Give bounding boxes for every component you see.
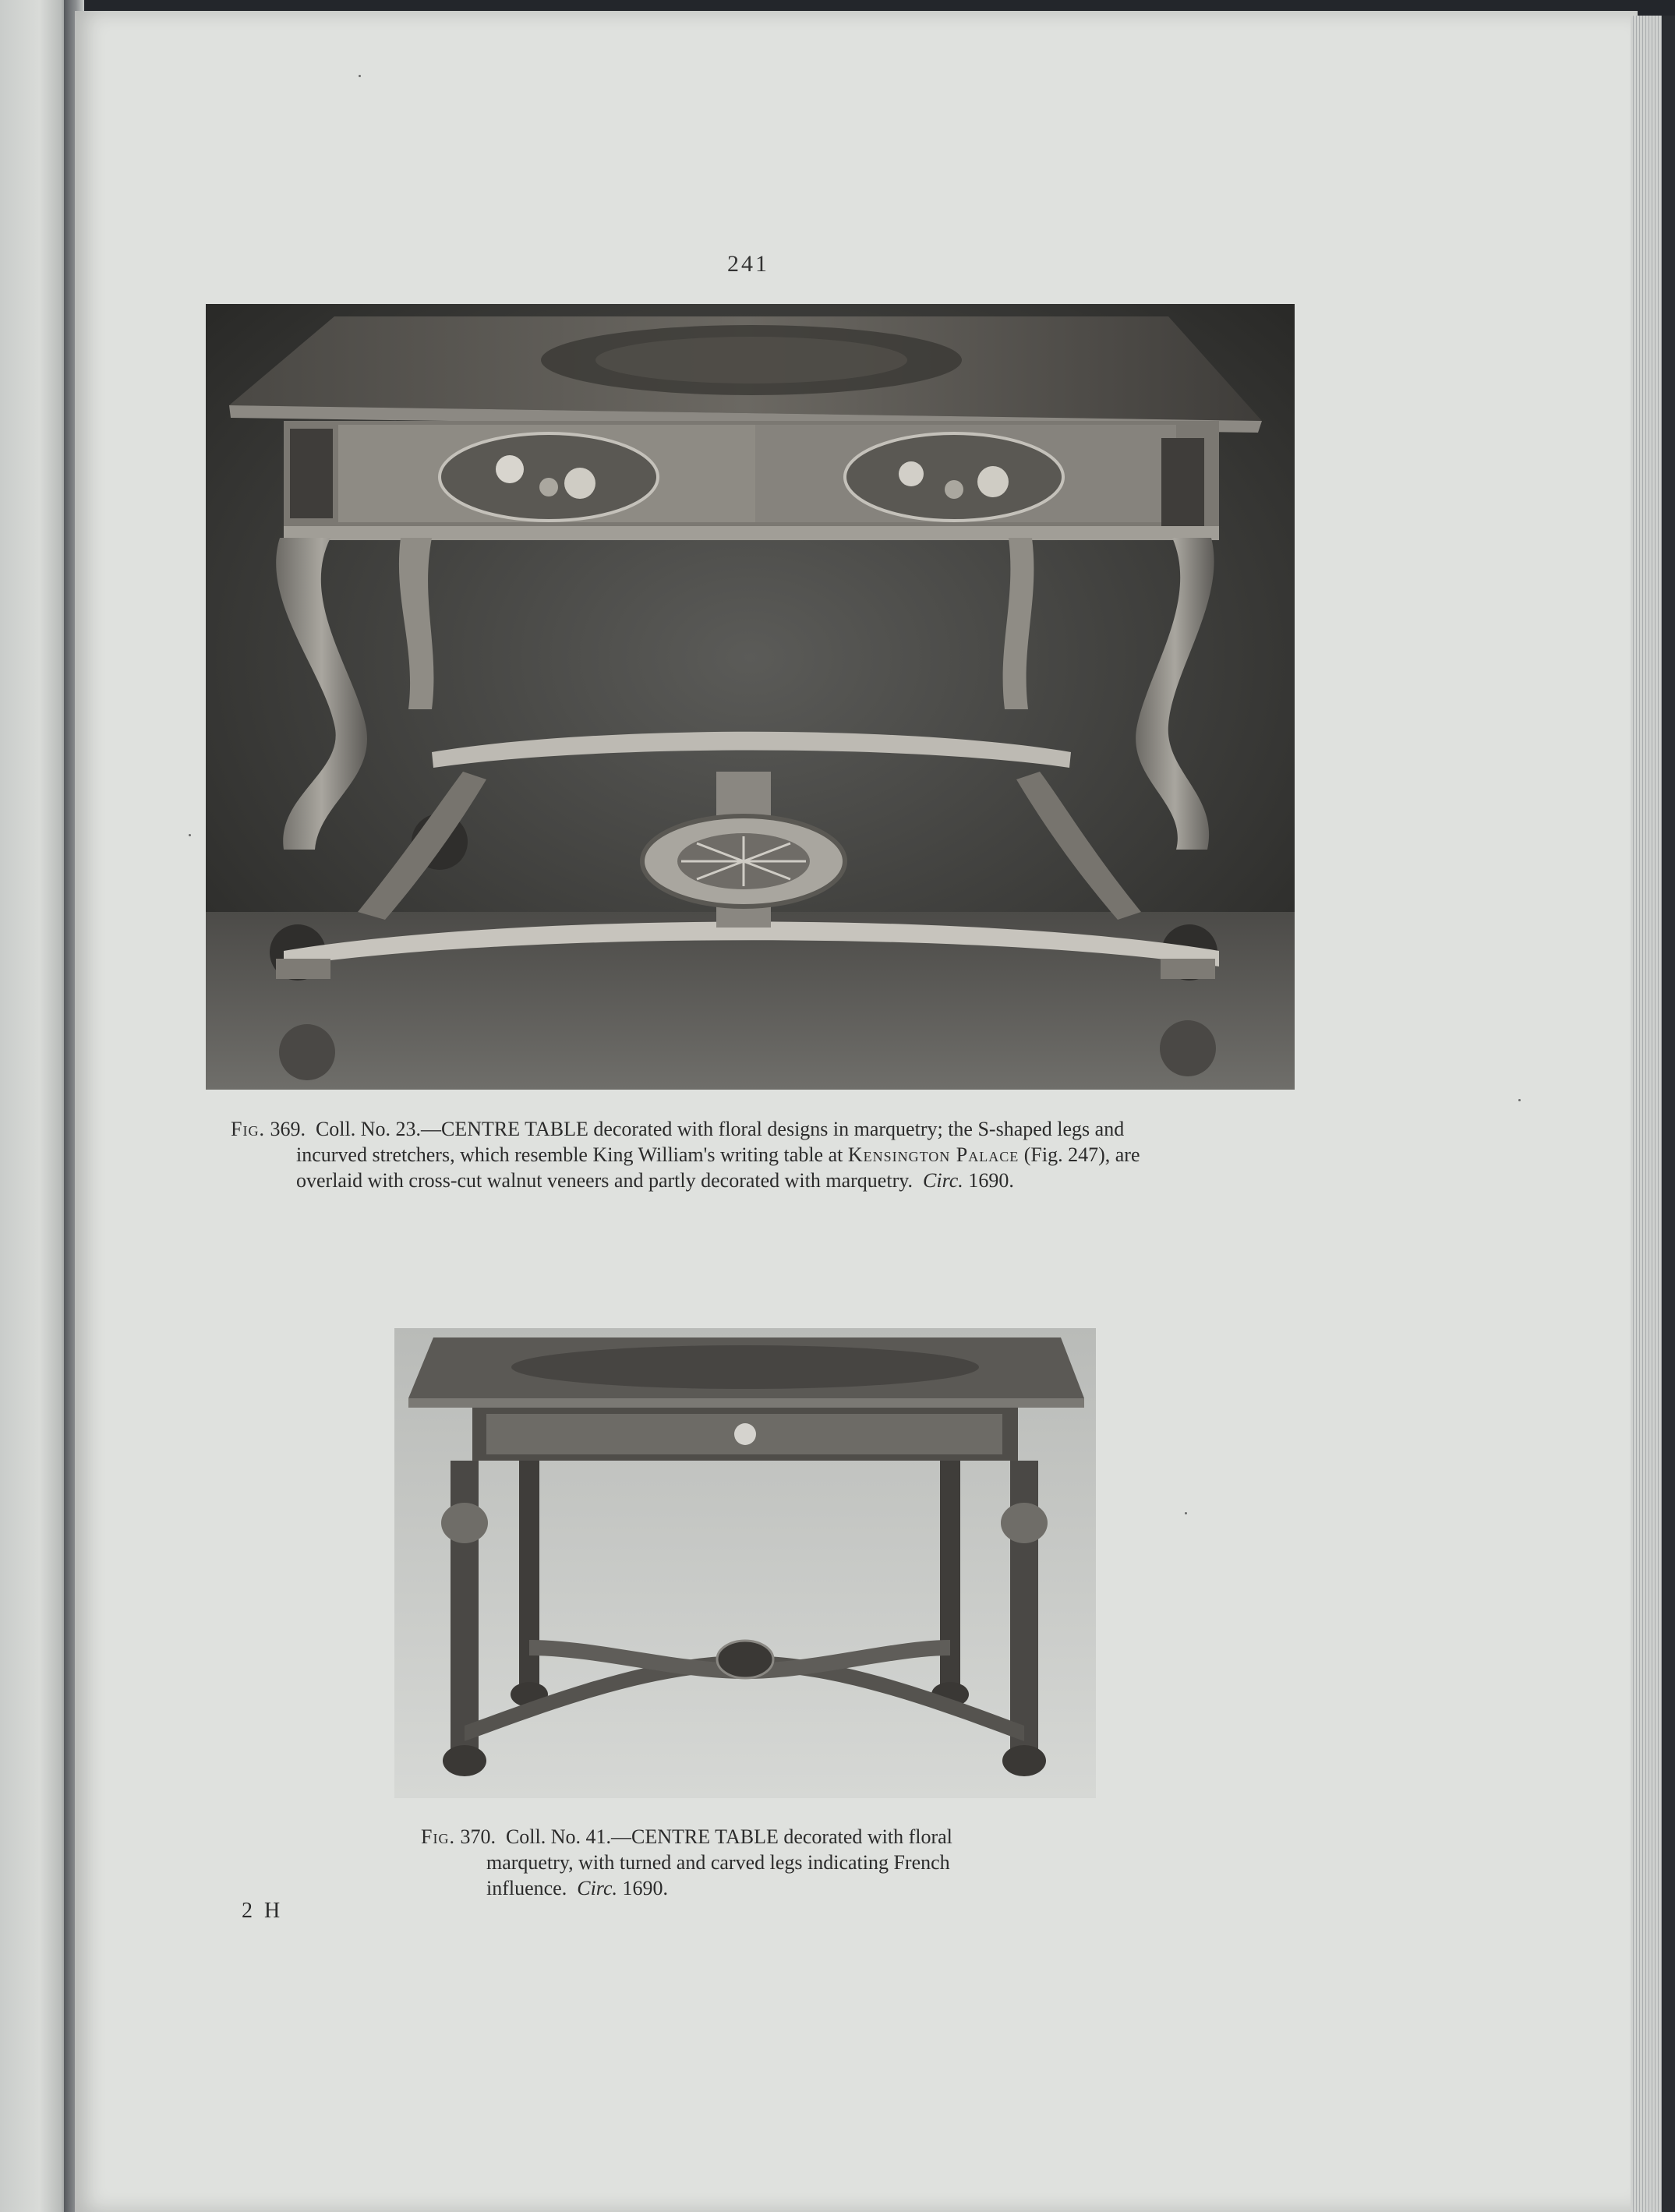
page-block-edges	[1631, 16, 1662, 2212]
place-name: Kensington Palace	[847, 1143, 1019, 1166]
paper-speck	[359, 75, 361, 77]
paper-speck	[1185, 1512, 1187, 1514]
circa-year: 1690.	[622, 1877, 668, 1899]
fig-number: 369.	[270, 1118, 306, 1140]
caption-370-line-2	[421, 1850, 1062, 1875]
facing-page-edge	[0, 0, 72, 2212]
paper-speck	[1518, 1099, 1521, 1101]
circa-label: Circ.	[577, 1877, 617, 1899]
caption-369-line-3	[231, 1168, 1263, 1193]
circa-label: Circ.	[923, 1169, 963, 1192]
caption-text: influence.	[486, 1877, 567, 1899]
photo-plate-centre-table-369	[206, 304, 1295, 1090]
caption-text: Coll. No. 23.—CENTRE TABLE decorated with floral designs in marquetry; the S-shaped legs and	[315, 1118, 1125, 1140]
caption-370-line-3	[421, 1875, 1062, 1901]
fig-label: Fig.	[231, 1118, 265, 1140]
printer-signature-mark: 2 H	[242, 1899, 284, 1923]
circa-year: 1690.	[968, 1169, 1014, 1192]
caption-text: incurved stretchers, which resemble King William's writing table at	[296, 1143, 843, 1166]
page-number: 241	[727, 251, 769, 277]
figure-369-caption	[231, 1116, 1263, 1193]
fig-label: Fig.	[421, 1825, 455, 1848]
caption-text: overlaid with cross-cut walnut veneers and partly decorated with marquetry.	[296, 1169, 913, 1192]
caption-369-line-1	[231, 1116, 1263, 1142]
table-photo-369-illustration	[206, 304, 1295, 1090]
caption-text: (Fig. 247), are	[1023, 1143, 1140, 1166]
figure-370-caption	[421, 1824, 1062, 1901]
caption-370-line-1	[421, 1824, 1062, 1850]
paper-speck	[189, 834, 191, 836]
scan-border-right	[1662, 16, 1675, 2212]
fig-number: 370.	[460, 1825, 496, 1848]
table-photo-370-illustration	[394, 1328, 1096, 1798]
caption-text: Coll. No. 41.—CENTRE TABLE decorated with floral	[505, 1825, 952, 1848]
photo-plate-centre-table-370	[394, 1328, 1096, 1798]
caption-369-line-2	[231, 1142, 1263, 1168]
caption-text: marquetry, with turned and carved legs indicating French	[486, 1851, 950, 1874]
